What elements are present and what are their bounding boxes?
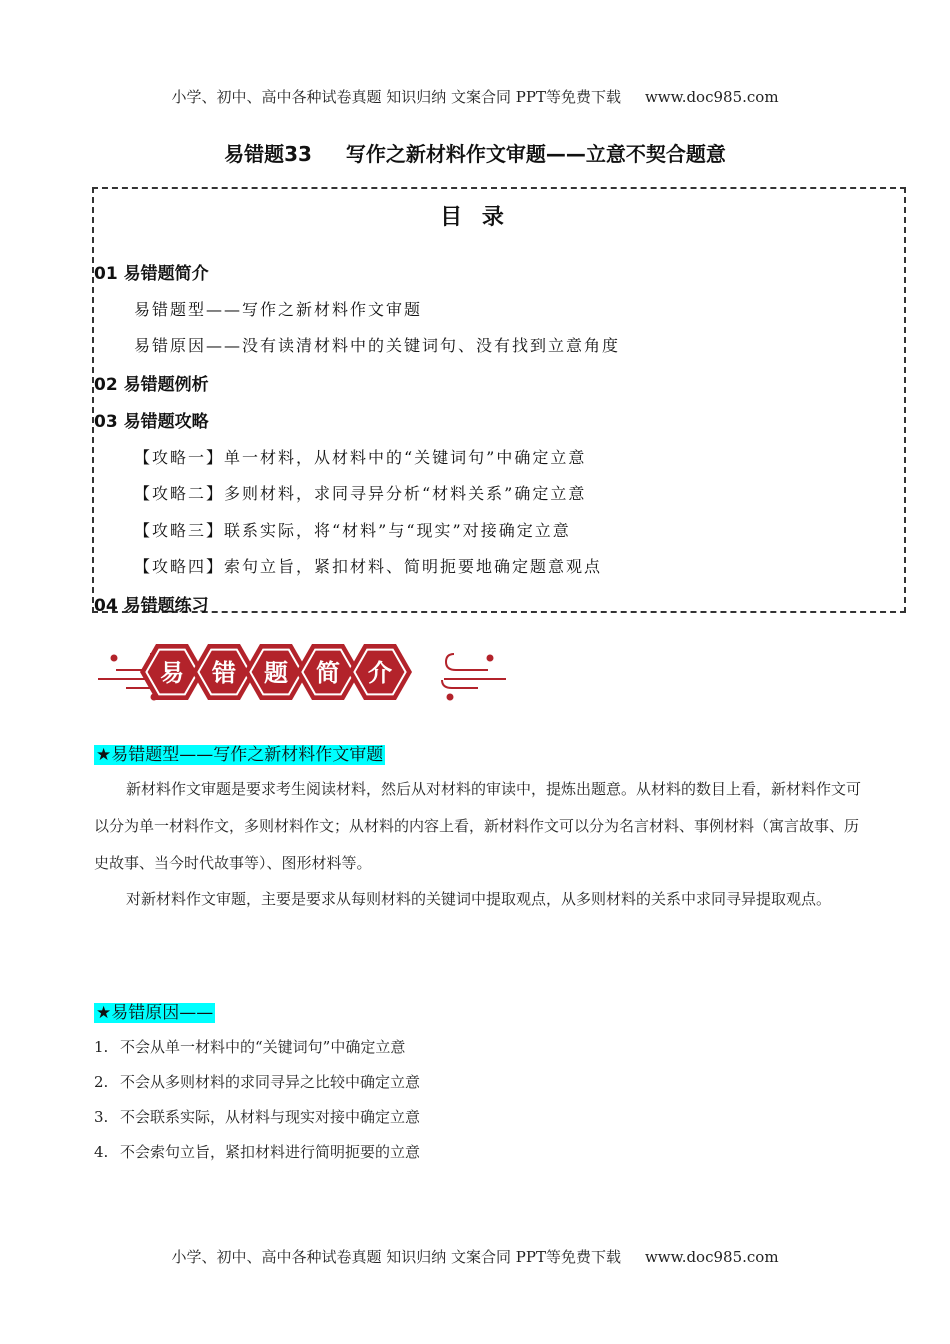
- toc-intro-item[interactable]: 易错题型——写作之新材料作文审题: [134, 300, 423, 319]
- reason-heading-text: ★易错原因——: [96, 1003, 214, 1023]
- reason-item: 4. 不会索句立旨，紧扣材料进行简明扼要的立意: [94, 1143, 421, 1161]
- reason-item: 1. 不会从单一材料中的“关键词句”中确定立意: [94, 1038, 406, 1056]
- toc-heading: 目 录: [440, 205, 510, 230]
- right-swirl-ornament: [442, 654, 506, 700]
- toc-intro-item[interactable]: 易错原因——没有读清材料中的关键词句、没有找到立意角度: [134, 336, 621, 355]
- section-banner: [96, 636, 508, 708]
- type-paragraph-1: 新材料作文审题是要求考生阅读材料，然后从对材料的审读中，提炼出题意。从材料的数目上看，新材料作文可以分为单一材料作文，多则材料作文；从材料的内容上看，新材料作文可以分为名言材料、事例材料（寓言故事、历史故事、当今时代故事等）、图形材料等。: [94, 780, 862, 872]
- toc-section-practice[interactable]: 04 易错题练习: [94, 596, 209, 616]
- page-footer: [0, 1246, 950, 1267]
- reason-section-heading: [94, 998, 215, 1023]
- toc-section-intro[interactable]: 01 易错题简介: [94, 264, 209, 284]
- banner-char: 题: [264, 659, 288, 687]
- toc-strategy-item[interactable]: 【攻略一】单一材料，从材料中的“关键词句”中确定立意: [134, 448, 587, 467]
- banner-char: 易: [160, 659, 184, 687]
- header-url[interactable]: www.doc985.com: [644, 88, 779, 106]
- banner-char: 介: [368, 659, 392, 687]
- type-heading-text: ★易错题型——写作之新材料作文审题: [96, 745, 384, 765]
- toc-strategy-item[interactable]: 【攻略三】联系实际，将“材料”与“现实”对接确定立意: [134, 521, 571, 540]
- type-paragraph-2: 对新材料作文审题，主要是要求从每则材料的关键词中提取观点，从多则材料的关系中求同寻异提取观点。: [126, 890, 832, 908]
- toc-strategy-item[interactable]: 【攻略四】索句立旨，紧扣材料、简明扼要地确定题意观点: [134, 557, 603, 576]
- title-text: 写作之新材料作文审题——立意不契合题意: [345, 142, 726, 166]
- banner-char: 错: [212, 659, 236, 687]
- banner-char: 简: [316, 659, 340, 687]
- toc-strategy-item[interactable]: 【攻略二】多则材料，求同寻异分析“材料关系”确定立意: [134, 484, 587, 503]
- reason-item: 2. 不会从多则材料的求同寻异之比较中确定立意: [94, 1073, 421, 1091]
- footer-text: 小学、初中、高中各种试卷真题 知识归纳 文案合同 PPT等免费下载: [171, 1248, 621, 1266]
- page-header: [0, 86, 950, 107]
- page-title: [0, 138, 950, 167]
- header-text: 小学、初中、高中各种试卷真题 知识归纳 文案合同 PPT等免费下载: [171, 88, 621, 106]
- reason-item: 3. 不会联系实际，从材料与现实对接中确定立意: [94, 1108, 421, 1126]
- toc-section-strategy[interactable]: 03 易错题攻略: [94, 412, 209, 432]
- title-label: 易错题33: [224, 142, 312, 166]
- type-section-heading: [94, 740, 385, 765]
- toc-section-examples[interactable]: 02 易错题例析: [94, 375, 209, 395]
- footer-url[interactable]: www.doc985.com: [644, 1248, 779, 1266]
- toc-box: [92, 187, 906, 613]
